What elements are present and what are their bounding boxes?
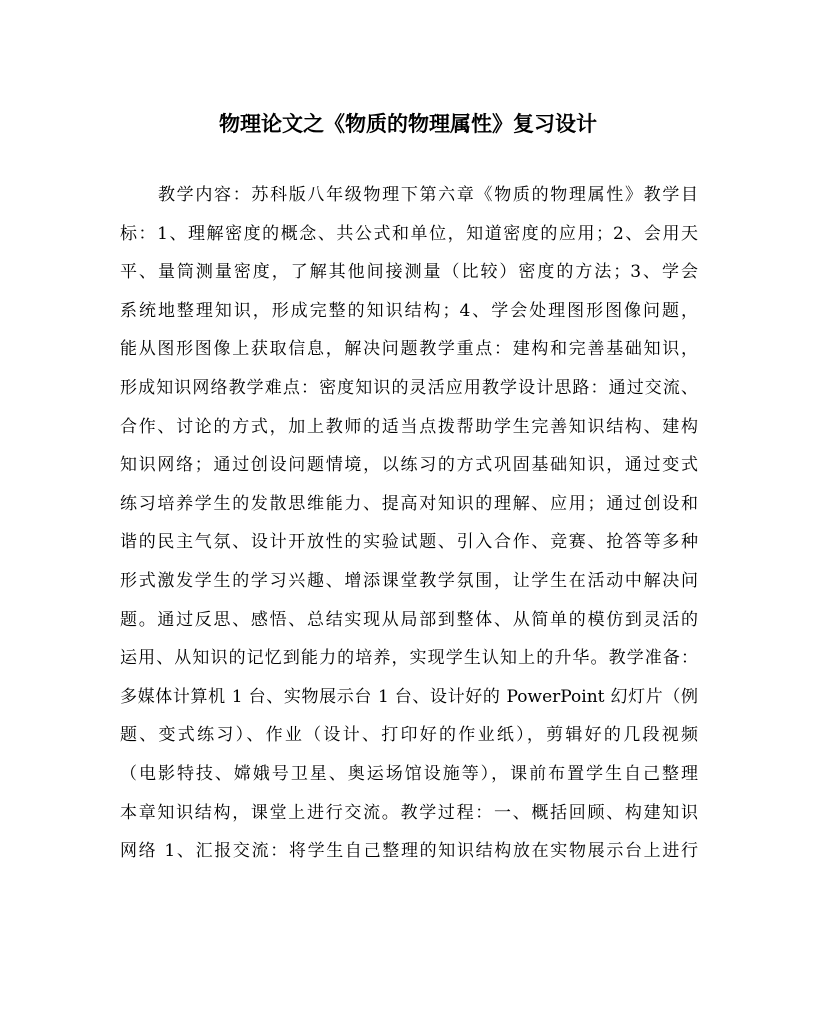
- paragraph-line: 本章知识结构，课堂上进行交流。教学过程：一、概括回顾、构建知识: [120, 802, 698, 823]
- document-body: [120, 176, 698, 871]
- paragraph-line: 练习培养学生的发散思维能力、提高对知识的理解、应用；通过创设和: [120, 493, 698, 514]
- paragraph-line: 形式激发学生的学习兴趣、增添课堂教学氛围，让学生在活动中解决问: [120, 570, 698, 591]
- paragraph-line: 系统地整理知识，形成完整的知识结构；4、学会处理图形图像问题，: [120, 300, 698, 321]
- paragraph-line: 题。通过反思、感悟、总结实现从局部到整体、从简单的模仿到灵活的: [120, 609, 698, 630]
- paragraph-line: 合作、讨论的方式，加上教师的适当点拨帮助学生完善知识结构、建构: [120, 416, 698, 437]
- paragraph-line: 多媒体计算机 1 台、实物展示台 1 台、设计好的 PowerPoint 幻灯片（例: [120, 686, 698, 707]
- paragraph-line: 题、变式练习）、作业（设计、打印好的作业纸），剪辑好的几段视频: [120, 725, 698, 746]
- paragraph-line: （电影特技、嫦娥号卫星、奥运场馆设施等），课前布置学生自己整理: [120, 763, 698, 784]
- paragraph-line: 知识网络；通过创设问题情境，以练习的方式巩固基础知识，通过变式: [120, 455, 698, 476]
- paragraph-line: 平、量筒测量密度，了解其他间接测量（比较）密度的方法；3、学会: [120, 262, 698, 283]
- paragraph-line: 教学内容：苏科版八年级物理下第六章《物质的物理属性》教学目: [158, 185, 698, 205]
- paragraph-line: 能从图形图像上获取信息，解决问题教学重点：建构和完善基础知识，: [120, 339, 698, 360]
- paragraph-line: 形成知识网络教学难点：密度知识的灵活应用教学设计思路：通过交流、: [120, 377, 698, 398]
- document-title: 物理论文之《物质的物理属性》复习设计: [219, 111, 597, 136]
- paragraph-line: 网络 1、汇报交流：将学生自己整理的知识结构放在实物展示台上进行: [120, 841, 698, 862]
- paragraph-line: 谐的民主气氛、设计开放性的实验试题、引入合作、竞赛、抢答等多种: [120, 532, 698, 553]
- paragraph-line: 标：1、理解密度的概念、共公式和单位，知道密度的应用；2、会用天: [120, 223, 698, 244]
- paragraph-line: 运用、从知识的记忆到能力的培养，实现学生认知上的升华。教学准备：: [120, 648, 698, 669]
